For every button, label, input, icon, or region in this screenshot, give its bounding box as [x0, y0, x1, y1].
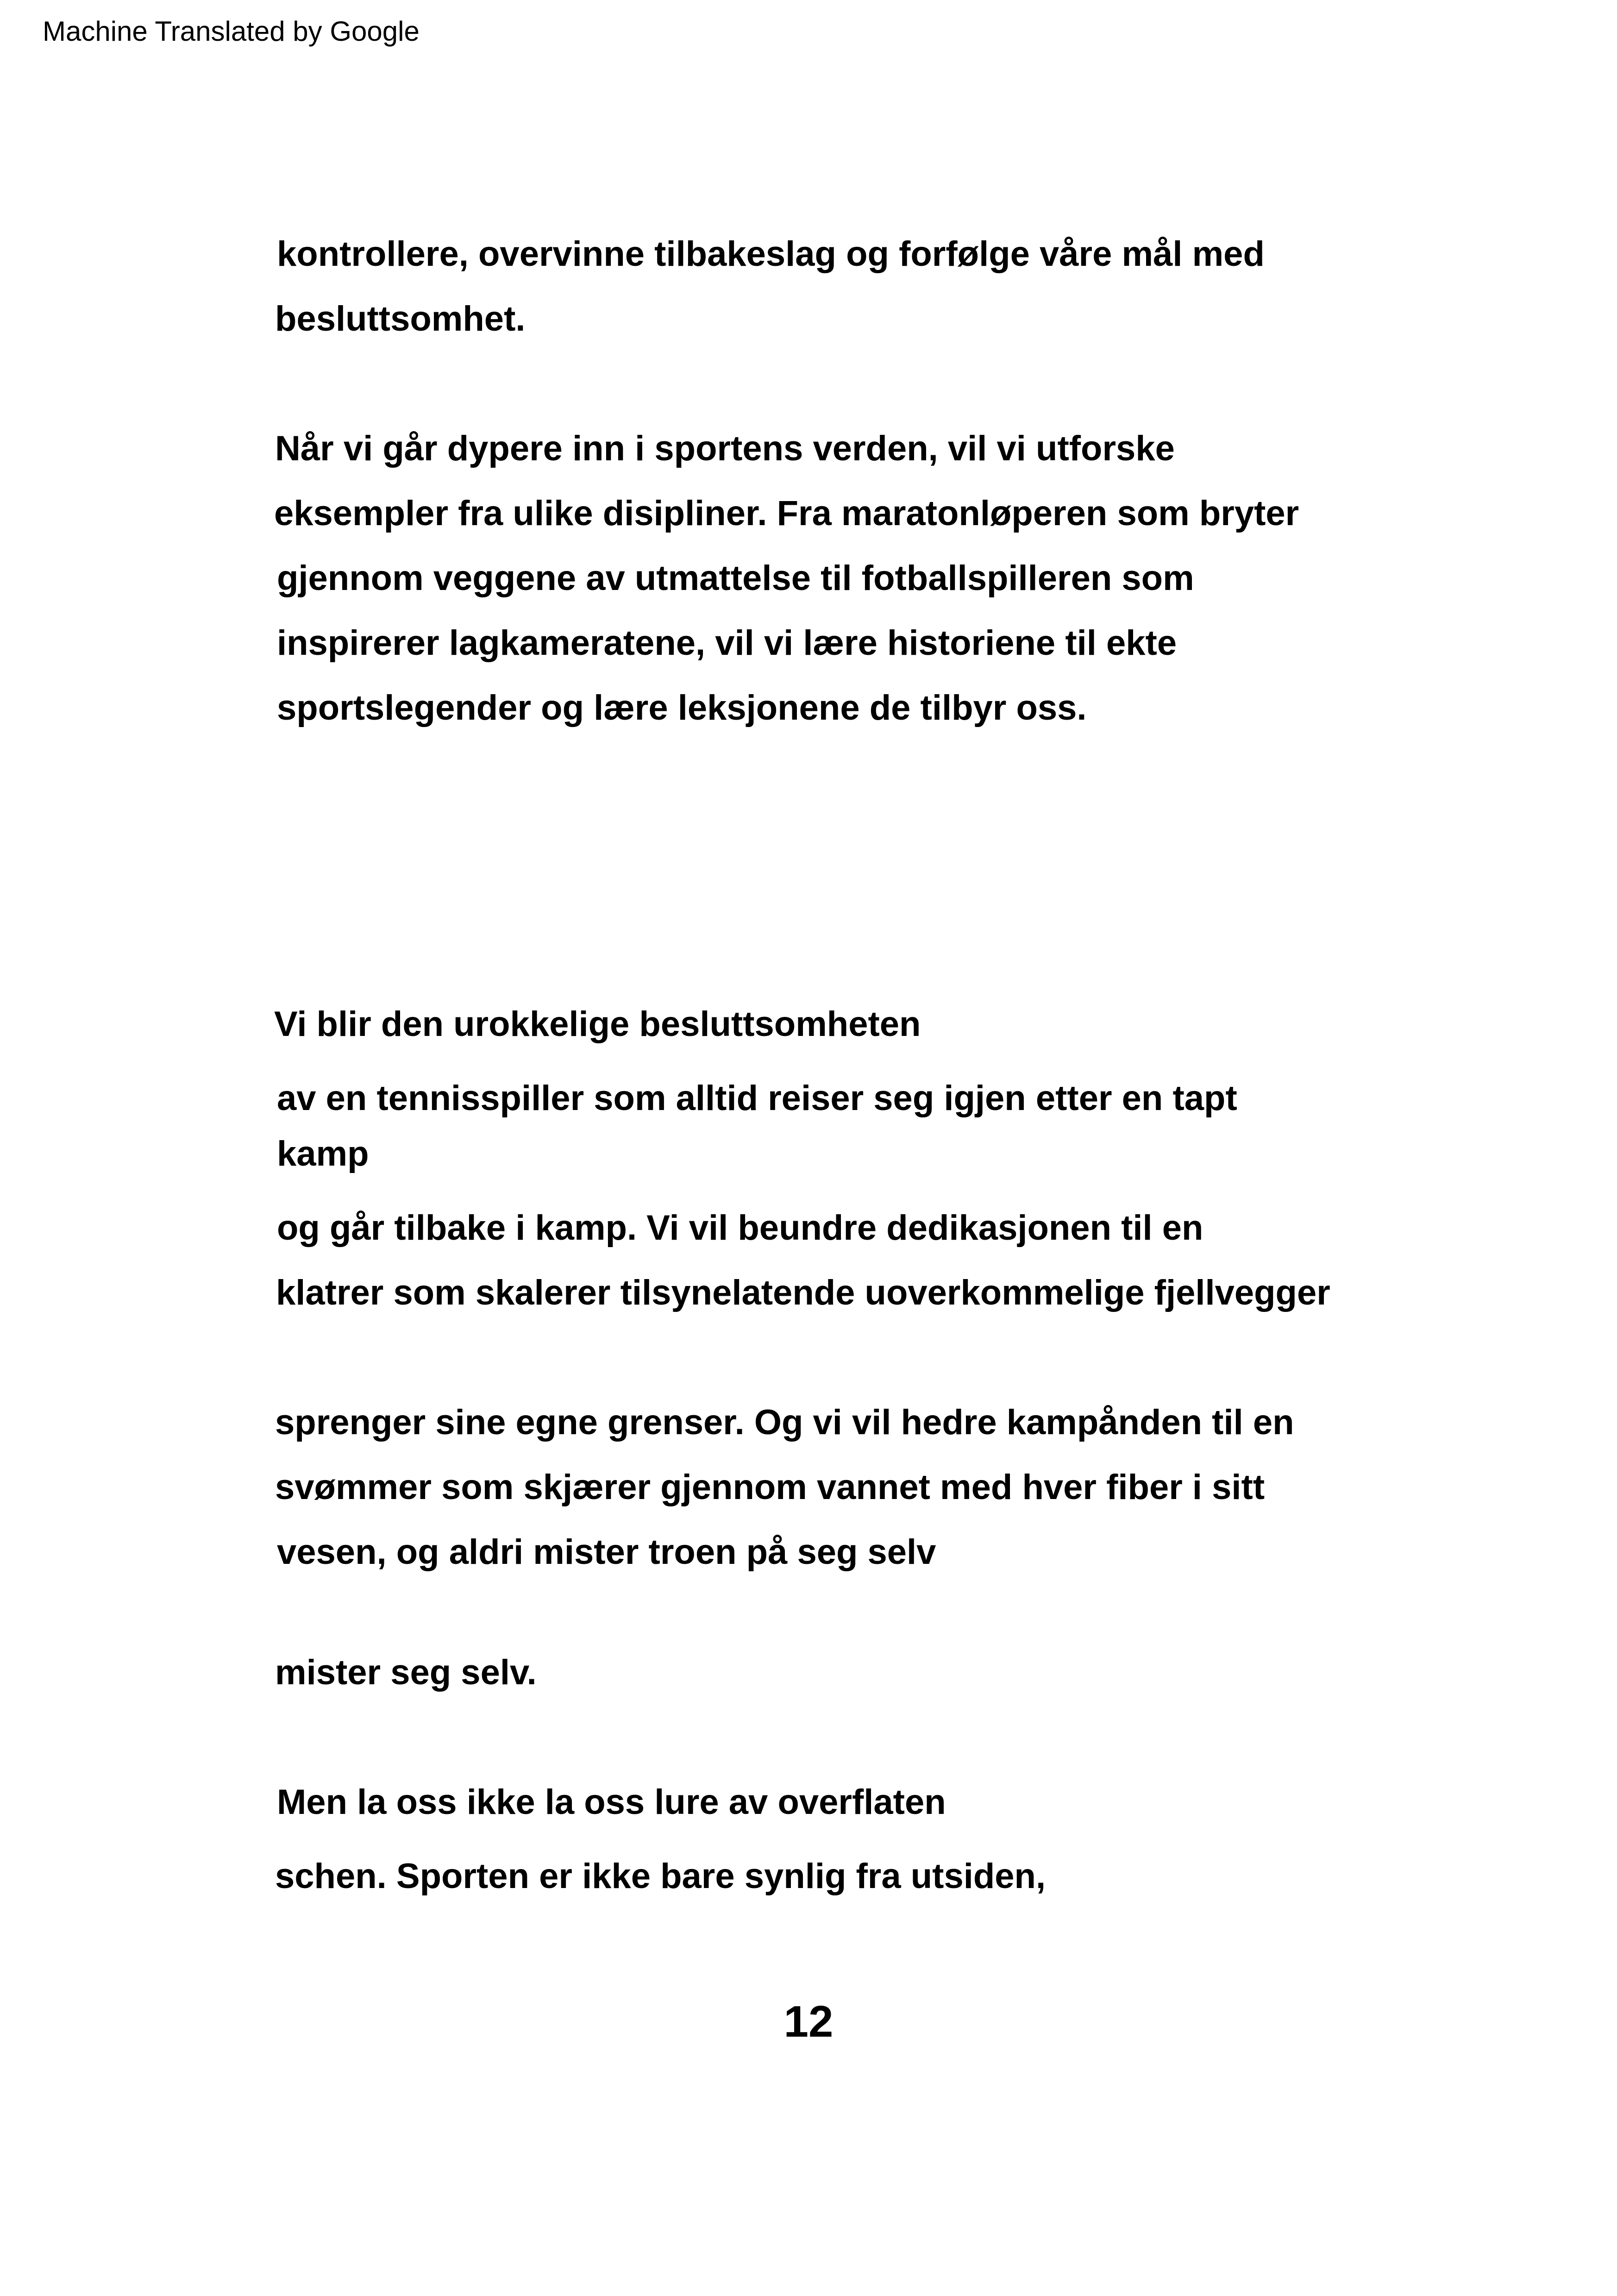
text-line: klatrer som skalerer tilsynelatende uoverkommelige fjellvegger: [276, 1273, 1330, 1312]
text-line: Vi blir den urokkelige besluttsomheten: [274, 1004, 921, 1044]
text-line: svømmer som skjærer gjennom vannet med hver fiber i sitt: [275, 1468, 1265, 1507]
text-line: gjennom veggene av utmattelse til fotballspilleren som: [277, 558, 1194, 598]
text-line: mister seg selv.: [275, 1653, 537, 1692]
text-line: sprenger sine egne grenser. Og vi vil hedre kampånden til en: [275, 1403, 1294, 1442]
text-line: besluttsomhet.: [275, 299, 526, 339]
text-line: vesen, og aldri mister troen på seg selv: [277, 1532, 936, 1572]
text-line: kontrollere, overvinne tilbakeslag og forfølge våre mål med: [277, 234, 1265, 274]
text-line: schen. Sporten er ikke bare synlig fra utsiden,: [275, 1857, 1046, 1896]
text-line: inspirerer lagkameratene, vil vi lære historiene til ekte: [277, 623, 1177, 663]
page-number: 12: [783, 1997, 834, 2046]
text-line: kamp: [277, 1134, 369, 1173]
text-line: Men la oss ikke la oss lure av overflaten: [277, 1782, 946, 1822]
header-note: Machine Translated by Google: [43, 16, 420, 47]
text-line: sportslegender og lære leksjonene de tilbyr oss.: [277, 688, 1087, 728]
text-line: Når vi går dypere inn i sportens verden, vil vi utforske: [275, 429, 1175, 468]
text-line: av en tennisspiller som alltid reiser seg igjen etter en tapt: [277, 1079, 1237, 1118]
text-line: eksempler fra ulike disipliner. Fra maratonløperen som bryter: [274, 494, 1299, 533]
text-line: og går tilbake i kamp. Vi vil beundre dedikasjonen til en: [277, 1208, 1203, 1248]
